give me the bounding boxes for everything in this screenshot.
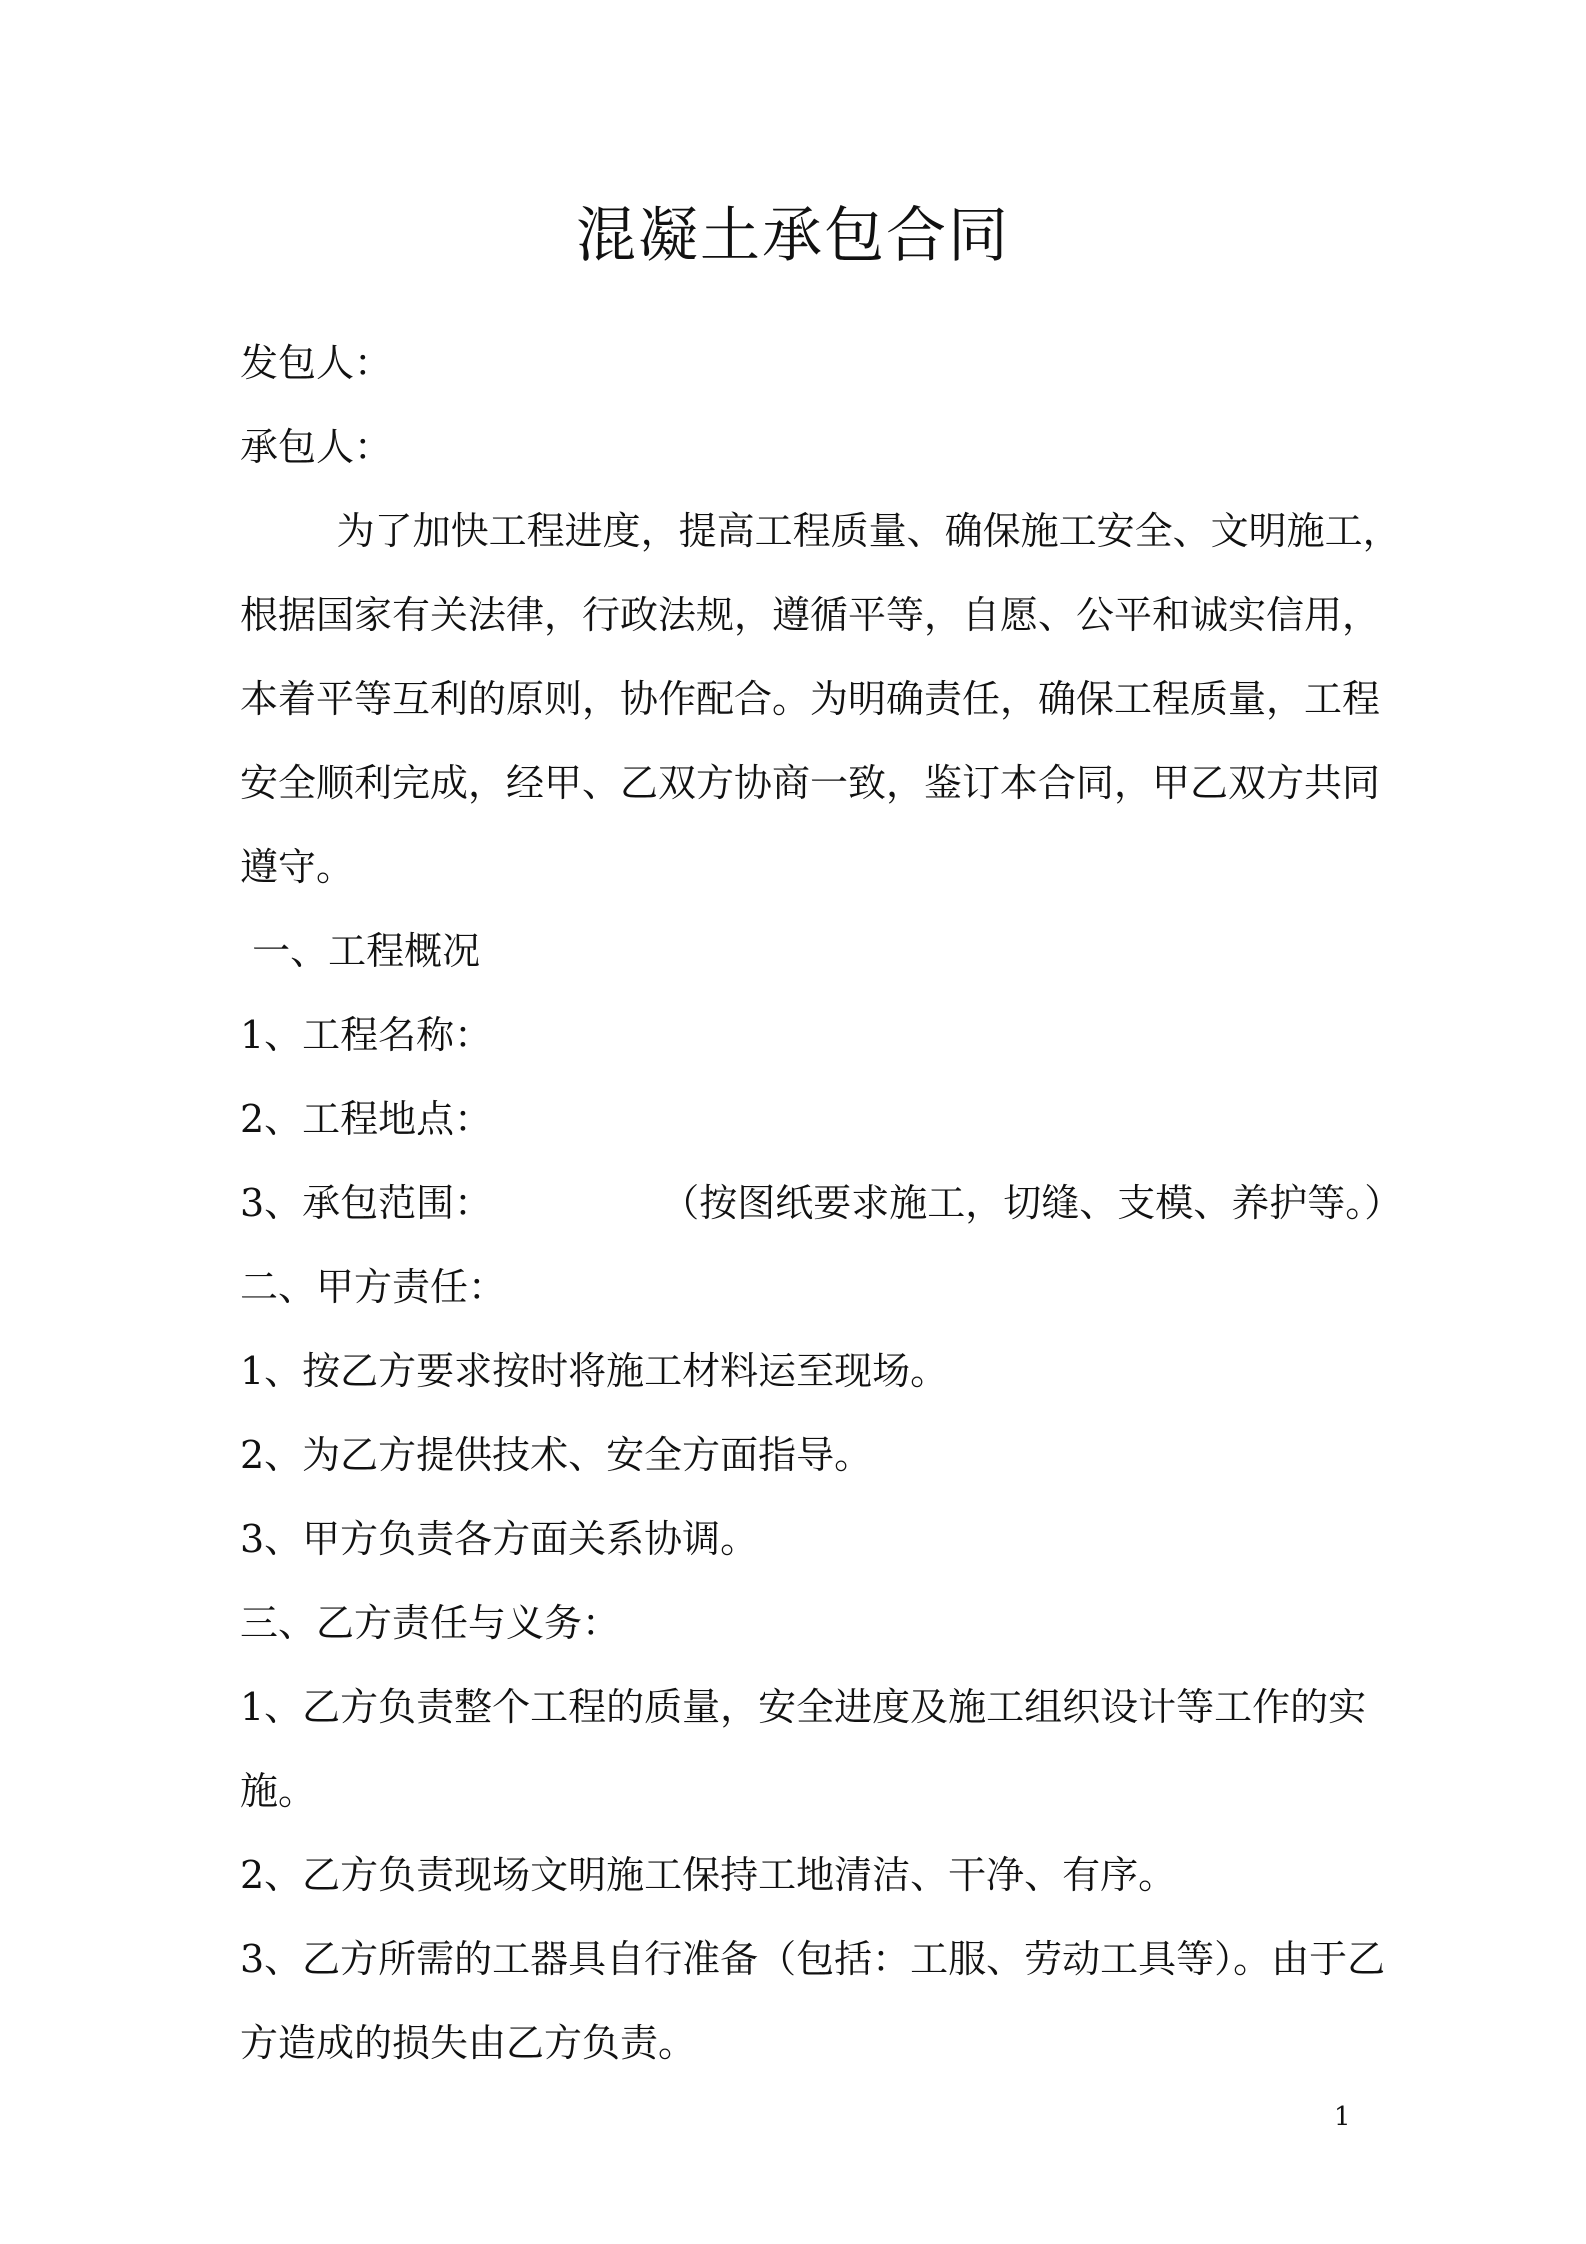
section-heading-party-a: 二、甲方责任： (240, 1265, 507, 1309)
intro-paragraph-line-2: 根据国家有关法律，行政法规，遵循平等，自愿、公平和诚实信用， (240, 593, 1381, 637)
party-b-item-1-line-2: 施。 (240, 1769, 317, 1813)
party-b-item-1-line-1: 1、乙方负责整个工程的质量，安全进度及施工组织设计等工作的实 (240, 1685, 1367, 1729)
contract-scope-line: 3、承包范围： （按图纸要求施工，切缝、支模、养护等。） (240, 1181, 1403, 1225)
party-a-item-2: 2、为乙方提供技术、安全方面指导。 (240, 1433, 873, 1477)
section-heading-project-overview: 一、工程概况 (240, 929, 481, 973)
party-a-item-1: 1、按乙方要求按时将施工材料运至现场。 (240, 1349, 949, 1393)
intro-paragraph-line-4: 安全顺利完成，经甲、乙双方协商一致，鉴订本合同，甲乙双方共同 (240, 761, 1381, 805)
party-b-item-3-line-2: 方造成的损失由乙方负责。 (240, 2021, 697, 2065)
contractor-receiver-line: 承包人： (240, 425, 393, 469)
party-a-item-3: 3、甲方负责各方面关系协调。 (240, 1517, 759, 1561)
section-heading-party-b: 三、乙方责任与义务： (240, 1601, 621, 1645)
project-location-line: 2、工程地点： (240, 1097, 493, 1141)
intro-paragraph-line-1: 为了加快工程进度，提高工程质量、确保施工安全、文明施工， (240, 509, 1401, 553)
page-number: 1 (1334, 2102, 1351, 2132)
intro-paragraph-line-5: 遵守。 (240, 845, 355, 889)
party-b-item-2: 2、乙方负责现场文明施工保持工地清洁、干净、有序。 (240, 1853, 1177, 1897)
party-b-item-3-line-1: 3、乙方所需的工器具自行准备（包括：工服、劳动工具等）。由于乙 (240, 1937, 1386, 1981)
document-title: 混凝土承包合同 (576, 201, 1010, 271)
intro-paragraph-line-3: 本着平等互利的原则，协作配合。为明确责任，确保工程质量，工程 (240, 677, 1381, 721)
project-name-line: 1、工程名称： (240, 1013, 493, 1057)
contractor-issuer-line: 发包人： (240, 341, 393, 385)
